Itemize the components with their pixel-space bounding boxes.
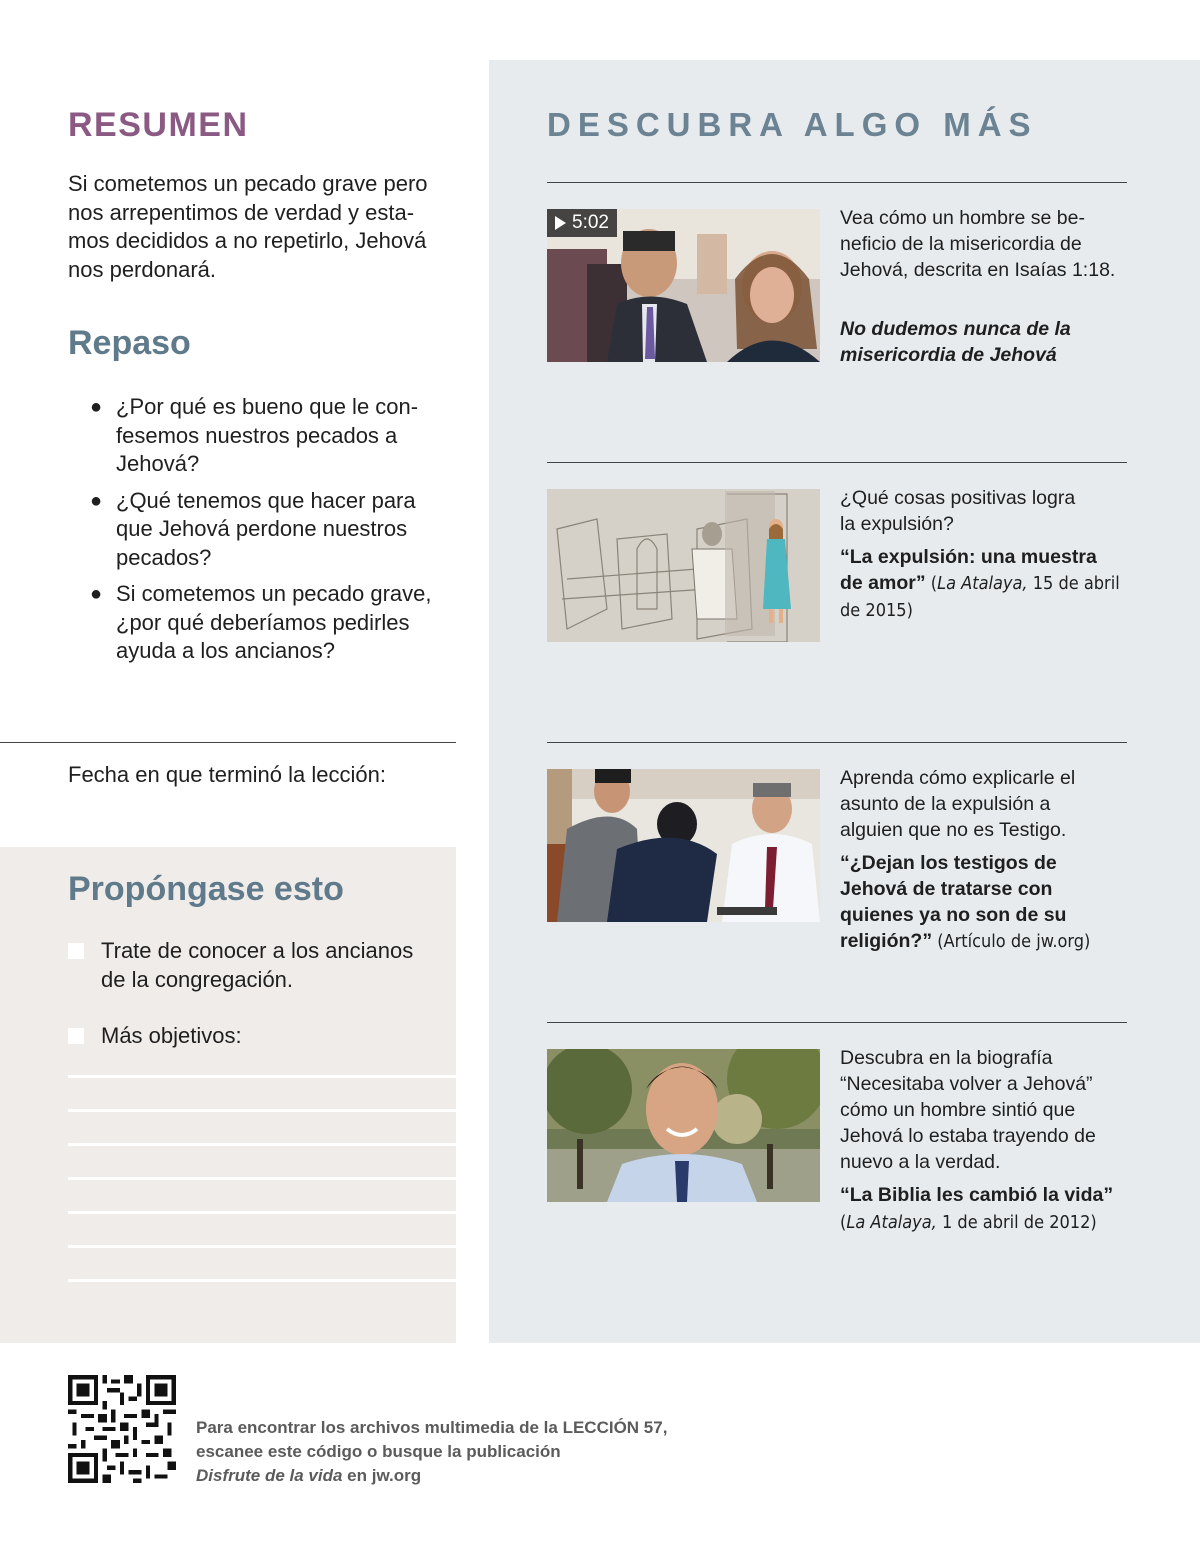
checkbox[interactable] bbox=[68, 1028, 84, 1044]
resource-description: Aprenda cómo explicarle el asunto de la expulsión a alguien que no es Testigo. bbox=[840, 767, 1076, 841]
writing-line[interactable] bbox=[68, 1211, 456, 1214]
resource-title-link[interactable]: No dudemos nunca de la misericordia de Jehová bbox=[840, 318, 1071, 366]
footer-line bbox=[196, 1464, 667, 1488]
goal-text: Más objetivos: bbox=[101, 1023, 242, 1048]
list-item bbox=[90, 393, 460, 479]
goals-heading: Propóngase esto bbox=[68, 870, 344, 908]
goal-item[interactable] bbox=[68, 937, 413, 994]
writing-line[interactable] bbox=[68, 1245, 456, 1248]
resource-reference[interactable] bbox=[840, 850, 1130, 955]
repaso-question: ¿Por qué es bueno que le con- fesemos nuestros pecados a Jehová? bbox=[116, 394, 419, 476]
elders-photo bbox=[547, 769, 820, 922]
resource-reference[interactable] bbox=[840, 544, 1130, 624]
checkbox[interactable] bbox=[68, 943, 84, 959]
divider bbox=[547, 182, 1127, 183]
completion-date-label: Fecha en que terminó la lección: bbox=[68, 762, 386, 787]
reference-open: ( bbox=[840, 1212, 847, 1233]
publication-name: La Atalaya, bbox=[846, 1212, 937, 1233]
list-item bbox=[90, 487, 460, 573]
resource-title-link[interactable]: “La expulsión: una muestra de amor” bbox=[840, 546, 1097, 594]
repaso-heading: Repaso bbox=[68, 324, 191, 362]
reference-details: 15 de abril de 2015) bbox=[840, 573, 1120, 621]
resource-title-link[interactable]: “¿Dejan los testigos de Jehová de tratarse con quienes ya no son de su religión?” bbox=[840, 852, 1067, 952]
publication-name: La Atalaya, bbox=[937, 573, 1028, 594]
article-thumbnail[interactable] bbox=[547, 769, 820, 922]
article-thumbnail[interactable] bbox=[547, 489, 820, 642]
divider bbox=[547, 742, 1127, 743]
resource-item bbox=[840, 205, 1130, 368]
divider bbox=[0, 742, 456, 743]
writing-line[interactable] bbox=[68, 1075, 456, 1078]
duration-badge bbox=[547, 209, 617, 237]
resource-description: ¿Qué cosas positivas logra la expulsión? bbox=[840, 487, 1076, 535]
footer-note bbox=[196, 1416, 667, 1488]
list-item bbox=[90, 580, 460, 666]
sketch-illustration bbox=[547, 489, 820, 642]
reference-details: 1 de abril de 2012) bbox=[936, 1212, 1097, 1233]
writing-line[interactable] bbox=[68, 1279, 456, 1282]
man-portrait-photo bbox=[547, 1049, 820, 1202]
repaso-question: ¿Qué tenemos que hacer para que Jehová perdone nuestros pecados? bbox=[116, 487, 416, 570]
repaso-list bbox=[90, 393, 460, 674]
writing-line[interactable] bbox=[68, 1143, 456, 1146]
publication-name: Disfrute de la vida bbox=[196, 1466, 343, 1485]
bullet-icon: ● bbox=[90, 489, 103, 512]
qr-code-icon[interactable] bbox=[68, 1375, 176, 1483]
resumen-heading: RESUMEN bbox=[68, 106, 249, 144]
goals-panel bbox=[0, 847, 456, 1343]
goal-text: Trate de conocer a los ancianos de la congregación. bbox=[101, 938, 414, 992]
resource-description: Descubra en la biografía “Necesitaba volver a Jehová” cómo un hombre sintió que Jehová lo estaba trayendo de nuevo a la verdad. bbox=[840, 1047, 1096, 1173]
play-icon bbox=[555, 216, 566, 230]
goal-item[interactable] bbox=[68, 1022, 242, 1051]
resource-reference[interactable] bbox=[840, 290, 1130, 368]
resumen-text: Si cometemos un pecado grave pero nos arrepentimos de verdad y esta- mos decididos a no repetirlo, Jehová nos perdonará. bbox=[68, 171, 428, 282]
resource-description: Vea cómo un hombre se be- neficio de la misericordia de Jehová, descrita en Isaías 1:18. bbox=[840, 207, 1116, 281]
divider bbox=[547, 1022, 1127, 1023]
resource-item bbox=[840, 485, 1130, 624]
footer-site[interactable]: en jw.org bbox=[342, 1466, 422, 1485]
divider bbox=[547, 462, 1127, 463]
resource-item bbox=[840, 765, 1130, 955]
reference-open: ( bbox=[925, 573, 938, 594]
video-thumbnail[interactable] bbox=[547, 209, 820, 362]
article-thumbnail[interactable] bbox=[547, 1049, 820, 1202]
footer-line: Para encontrar los archivos multimedia de la LECCIÓN 57, bbox=[196, 1418, 668, 1437]
discover-more-heading: DESCUBRA ALGO MÁS bbox=[547, 106, 1038, 143]
bullet-icon: ● bbox=[90, 583, 103, 605]
reference-details: (Artículo de jw.org) bbox=[932, 931, 1091, 952]
video-duration: 5:02 bbox=[572, 212, 609, 233]
footer-line: escanee este código o busque la publicación bbox=[196, 1442, 561, 1461]
writing-line[interactable] bbox=[68, 1177, 456, 1180]
resource-item bbox=[840, 1045, 1130, 1236]
bullet-icon: ● bbox=[90, 396, 103, 418]
repaso-question: Si cometemos un pecado grave, ¿por qué deberíamos pedirles ayuda a los ancianos? bbox=[116, 581, 432, 663]
resource-reference[interactable] bbox=[840, 1182, 1130, 1236]
resource-title-link[interactable]: “La Biblia les cambió la vida” bbox=[840, 1184, 1114, 1206]
writing-line[interactable] bbox=[68, 1109, 456, 1112]
